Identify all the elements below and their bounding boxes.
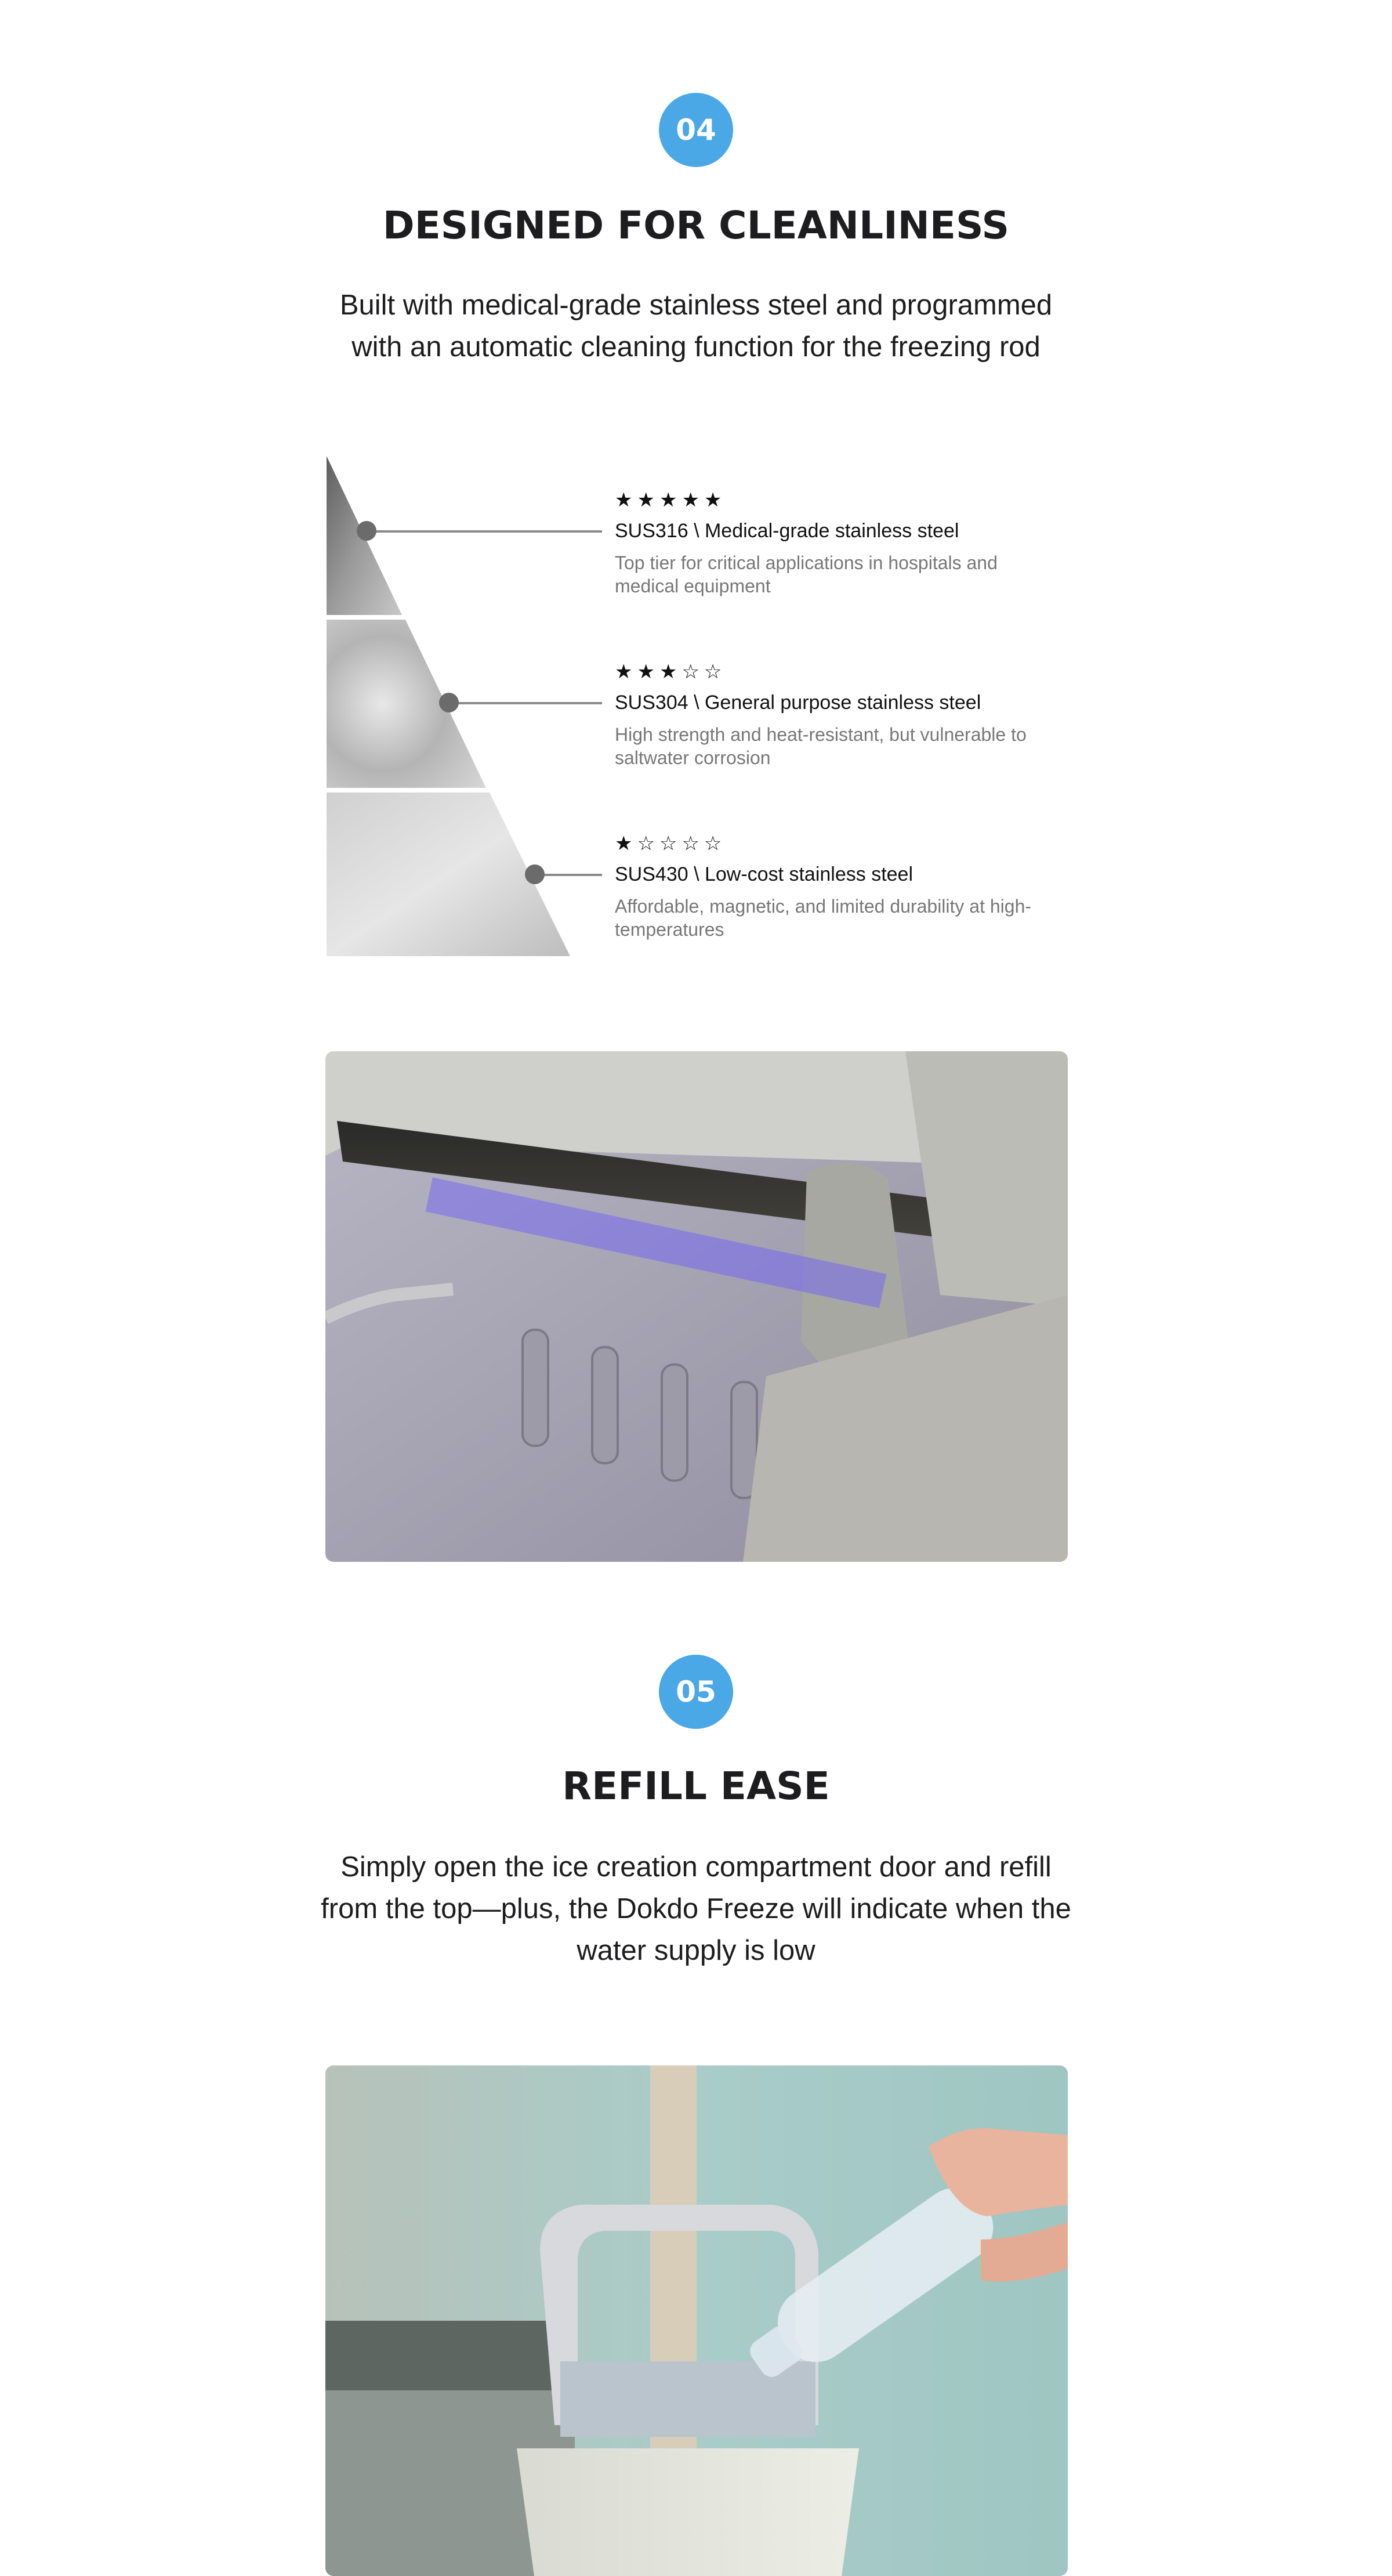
connector-dot: [439, 693, 459, 712]
section-title: DESIGNED FOR CLEANLINESS: [382, 203, 1010, 248]
grade-note: Top tier for critical applications in hospitals and medical equipment: [615, 552, 998, 596]
connector-dot: [525, 864, 545, 884]
rating-stars: ★★★★★: [615, 489, 727, 511]
connector-line: [449, 702, 602, 704]
grade-note: High strength and heat-resistant, but vulnerable to saltwater corrosion: [615, 724, 1027, 768]
connector-line: [535, 874, 602, 876]
grade-name: SUS316 \ Medical-grade stainless steel: [615, 520, 959, 542]
ice-maker-interior-photo: [325, 1051, 1068, 1562]
grade-name: SUS304 \ General purpose stainless steel: [615, 692, 981, 714]
rating-stars: ★☆☆☆☆: [615, 833, 727, 855]
connector-dot: [357, 521, 376, 541]
section-number-badge: 05: [659, 1655, 733, 1729]
section-title: REFILL EASE: [562, 1764, 830, 1808]
grade-item-sus304: [615, 660, 1044, 769]
grade-item-sus430: [615, 832, 1044, 941]
connector-line: [367, 530, 602, 533]
section-number-badge: 04: [659, 93, 733, 167]
grade-item-sus316: [615, 489, 1044, 598]
section-description: Simply open the ice creation compartment door and refill from the top—plus, the Dokdo Freeze will indicate when the water supply is low: [321, 1851, 1071, 1966]
section-description: Built with medical-grade stainless steel and programmed with an automatic cleaning function for the freezing rod: [339, 290, 1053, 363]
rating-stars: ★★★☆☆: [615, 661, 727, 683]
grade-name: SUS430 \ Low-cost stainless steel: [615, 863, 913, 885]
grade-note: Affordable, magnetic, and limited durability at high-temperatures: [615, 896, 1032, 940]
refill-bottle-photo: [325, 2065, 1068, 2576]
